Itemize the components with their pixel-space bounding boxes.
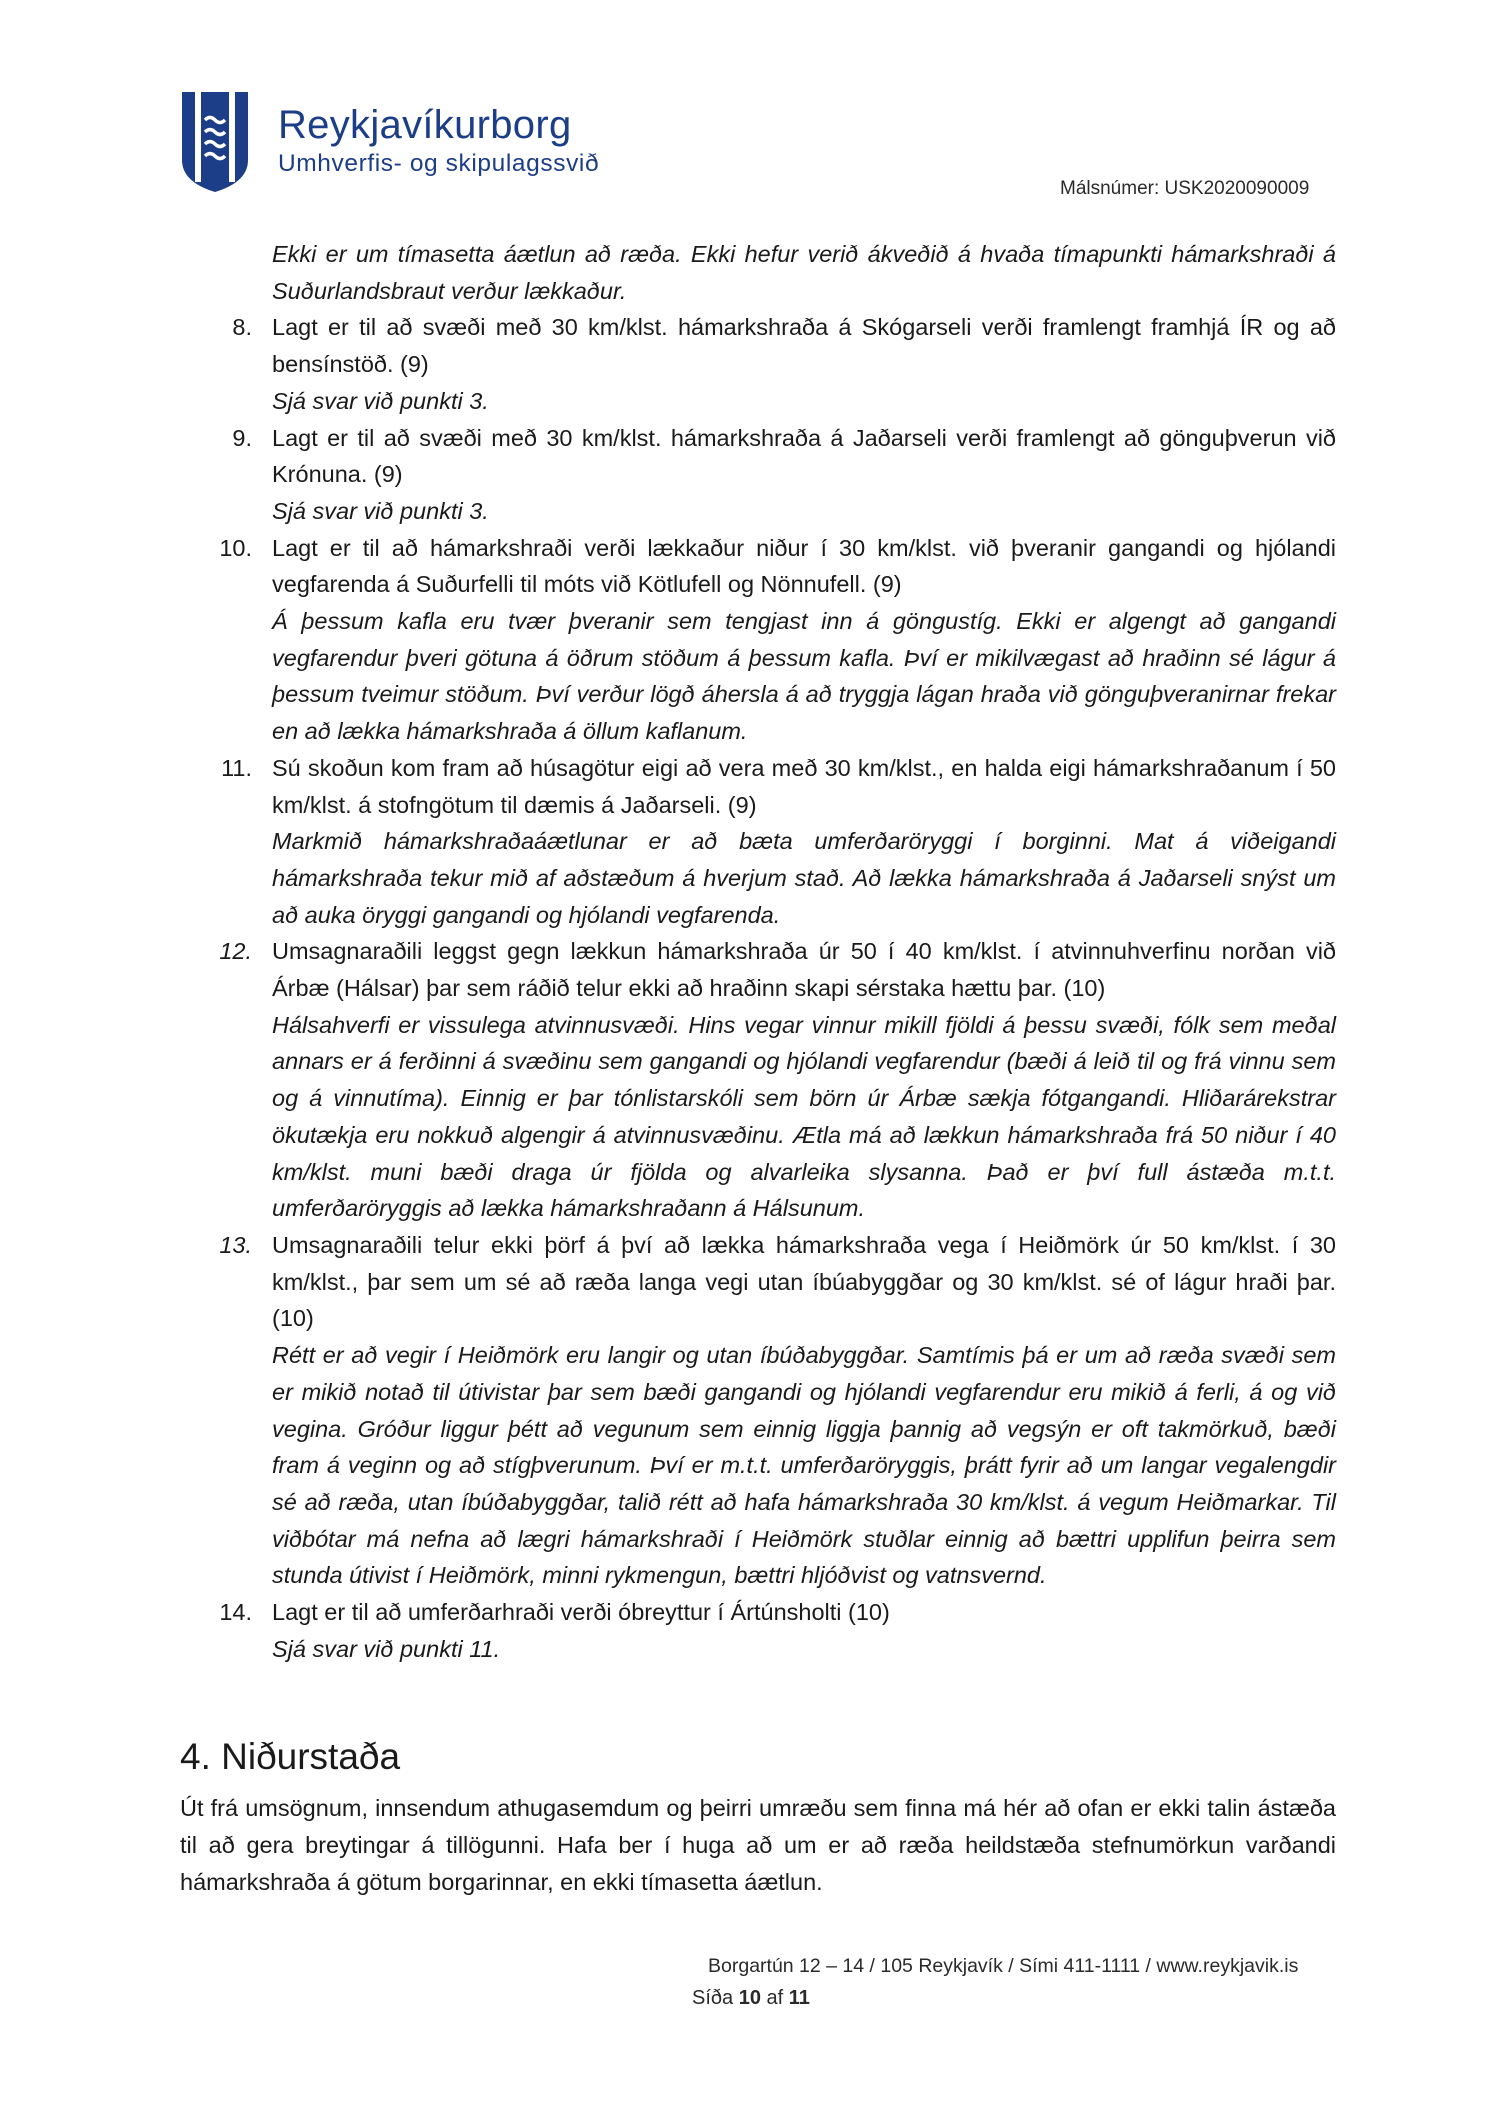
page-current: 10 (738, 1987, 761, 2009)
list-item (180, 420, 1336, 530)
request-text: Umsagnaraðili leggst gegn lækkun hámarkshraða úr 50 í 40 km/klst. í atvinnuhverfinu norðan við Árbæ (Hálsar) þar sem ráðið telur ekki að hraðinn skapi sérstaka hættu þar. (10) (272, 938, 1336, 1002)
answer-text: Sjá svar við punkti 3. (272, 387, 489, 414)
answer-text: Markmið hámarkshraðaáætlunar er að bæta umferðaröryggi í borginni. Mat á viðeigandi hámarkshraða tekur mið af aðstæðum á hverjum stað. Að lækka hámarkshraða á Jaðarseli snýst um að auka öryggi gangandi og hjólandi vegfarenda. (272, 828, 1336, 928)
item-number: 10. (219, 534, 252, 561)
list-item (180, 1594, 1336, 1667)
item-number: 14. (219, 1599, 252, 1626)
answer-text: Sjá svar við punkti 11. (272, 1635, 501, 1662)
request-text: Lagt er til að svæði með 30 km/klst. hámarkshraða á Jaðarseli verði framlengt að gönguþverun við Krónuna. (9) (272, 424, 1336, 488)
request-text: Lagt er til að hámarkshraði verði lækkaður niður í 30 km/klst. við þveranir gangandi og hjólandi vegfarenda á Suðurfelli til móts við Kötlufell og Nönnufell. (9) (272, 534, 1336, 598)
answer-text: Rétt er að vegir í Heiðmörk eru langir og utan íbúðabyggðar. Samtímis þá er um að ræða svæði sem er mikið notað til útivistar þar sem bæði gangandi og hjólandi vegfarendur eru mikið á ferli, á og við vegina. Gróður liggur þétt að vegunum sem einnig liggja þannig að vegsýn er oft takmörkuð, bæði fram á veginn og að stígþverunum. Því er m.t.t. umferðaröryggis, þrátt fyrir að um langar vegalengdir sé að ræða, utan íbúðabyggðar, talið rétt að hafa hámarkshraða 30 km/klst. á vegum Heiðmarkar. Til viðbótar má nefna að lægri hámarkshraði í Heiðmörk stuðlar einnig að bættri upplifun þeirra sem stunda útivist í Heiðmörk, minni rykmengun, bættri hljóðvist og vatnsvernd. (272, 1342, 1336, 1589)
request-text: Lagt er til að umferðarhraði verði óbreyttur í Ártúnsholti (10) (272, 1599, 890, 1626)
page-prefix: Síða (692, 1987, 734, 2009)
request-text: Lagt er til að svæði með 30 km/klst. hámarkshraða á Skógarseli verði framlengt framhjá ÍR og að bensínstöð. (9) (272, 314, 1336, 378)
request-text: Umsagnaraðili telur ekki þörf á því að lækka hámarkshraða vega í Heiðmörk úr 50 km/klst. í 30 km/klst., þar sem um sé að ræða langa vegi utan íbúabyggðar og 30 km/klst. sé of lágur hraði þar. (10) (272, 1231, 1336, 1332)
list-item (180, 933, 1336, 1227)
list-item (180, 750, 1336, 934)
answer-text: Ekki er um tímasetta áætlun að ræða. Ekki hefur verið ákveðið á hvaða tímapunkti hámarkshraði á Suðurlandsbraut verður lækkaður. (272, 241, 1336, 304)
page-total: 11 (788, 1987, 810, 2009)
list-item (180, 309, 1336, 419)
item-number: 13. (219, 1231, 252, 1258)
list-item (180, 530, 1336, 750)
page-number (692, 1987, 810, 2010)
item-number: 9. (232, 424, 252, 451)
item-number: 8. (232, 314, 252, 341)
case-number: Málsnúmer: USK2020090009 (1060, 178, 1310, 199)
page-of: af (766, 1987, 784, 2009)
answer-text: Hálsahverfi er vissulega atvinnusvæði. Hins vegar vinnur mikill fjöldi á þessu svæði, fólk sem meðal annars er á ferðinni á svæðinu sem gangandi og hjólandi vegfarendur (bæði á leið til og frá vinnu sem og á vinnutíma). Einnig er þar tónlistarskóli sem börn úr Árbæ sækja fótgangandi. Hliðarárekstrar ökutækja eru nokkuð algengir á atvinnusvæðinu. Ætla má að lækkun hámarkshraða frá 50 niður í 40 km/klst. muni bæði draga úr fjölda og alvarleika slysanna. Það er því full ástæða m.t.t. umferðaröryggis að lækka hámarkshraðann á Hálsunum. (272, 1011, 1336, 1222)
item-number: 12. (219, 938, 252, 965)
coat-of-arms-icon (180, 90, 250, 194)
org-name: Reykjavíkurborg (278, 103, 572, 147)
conclusion-paragraph: Út frá umsögnum, innsendum athugasemdum og þeirri umræðu sem finna má hér að ofan er ekki talin ástæða til að gera breytingar á tillögunni. Hafa ber í huga að um er að ræða heildstæða stefnumörkun varðandi hámarkshraða á götum borgarinnar, en ekki tímasetta áætlun. (180, 1795, 1336, 1895)
answer-text: Sjá svar við punkti 3. (272, 497, 489, 524)
footer-address: Borgartún 12 – 14 / 105 Reykjavík / Sími 411-1111 / www.reykjavik.is (708, 1955, 1299, 1977)
list-item (180, 236, 1336, 309)
answer-text: Á þessum kafla eru tvær þveranir sem tengjast inn á göngustíg. Ekki er algengt að gangandi vegfarendur þveri götuna á öðrum stöðum á þessum kafla. Því er mikilvægast að hraðinn sé lágur á þessum tveimur stöðum. Því verður lögð áhersla á að tryggja lágan hraða við gönguþveranirnar frekar en að lækka hámarkshraða á öllum kaflanum. (272, 608, 1336, 745)
item-number: 11. (221, 754, 252, 781)
request-text: Sú skoðun kom fram að húsagötur eigi að vera með 30 km/klst., en halda eigi hámarkshraðanum í 50 km/klst. á stofngötum til dæmis á Jaðarseli. (9) (272, 754, 1336, 818)
section-heading: 4. Niðurstaða (180, 1736, 401, 1777)
org-department: Umhverfis- og skipulagssvið (278, 150, 600, 177)
document-body (180, 236, 1336, 1667)
list-item (180, 1227, 1336, 1594)
